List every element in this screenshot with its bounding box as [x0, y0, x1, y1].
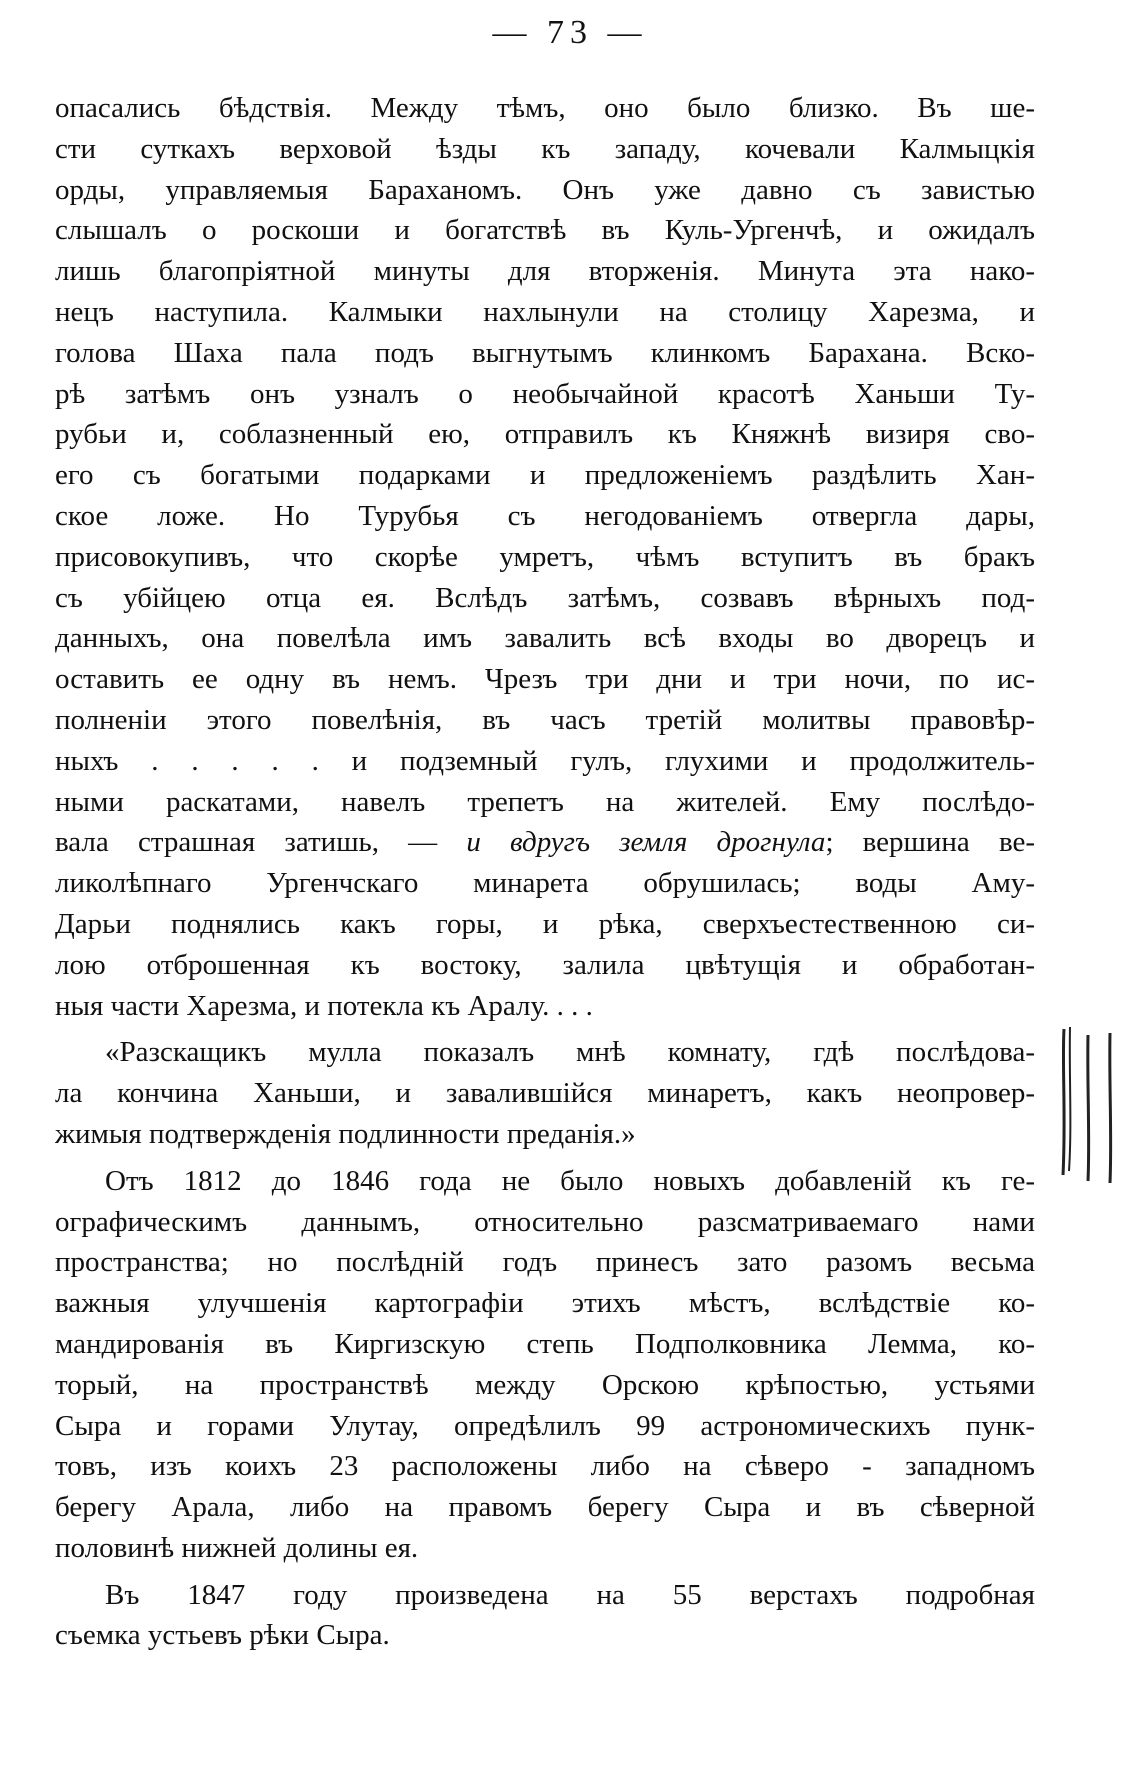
paragraph-quote [55, 1032, 1035, 1154]
text-line: слышалъ о роскоши и богатствѣ въ Куль-Ургенчѣ, и ожидалъ [55, 214, 1035, 247]
text-line: лишь благопріятной минуты для вторженія. Минута эта нако- [55, 255, 1035, 288]
text-line: Дарьи поднялись какъ горы, и рѣка, сверхъестественною си- [55, 907, 1035, 940]
text-line: данныхъ, она повелѣла имъ завалить всѣ входы во дворецъ и [55, 622, 1035, 655]
line-prefix: вала страшная затишь, — [55, 826, 467, 859]
text-line: берегу Арала, либо на правомъ берегу Сыра и въ сѣверной [55, 1491, 1035, 1524]
paragraph-legend [55, 88, 1035, 1026]
body-text [55, 88, 1035, 1656]
text-line: важныя улучшенія картографіи этихъ мѣстъ, вслѣдствіе ко- [55, 1287, 1035, 1320]
text-line: Отъ 1812 до 1846 года не было новыхъ добавленій къ ге- [105, 1164, 1035, 1197]
text-line: товъ, изъ коихъ 23 расположены либо на сѣверо - западномъ [55, 1450, 1035, 1483]
text-line: ское ложе. Но Турубья съ негодованіемъ отвергла дары, [55, 499, 1035, 532]
italic-phrase: и вдругъ земля дрогнула [466, 826, 826, 859]
page-number: — 73 — [492, 14, 648, 51]
text-line: ографическимъ даннымъ, относительно разсматриваемаго нами [55, 1205, 1035, 1238]
text-line: пространства; но послѣдній годъ принесъ зато разомъ весьма [55, 1246, 1035, 1279]
text-line: половинѣ нижней долины ея. [55, 1531, 419, 1564]
text-line: «Разскащикъ мулла показалъ мнѣ комнату, гдѣ послѣдова- [105, 1036, 1035, 1069]
text-line: съемка устьевъ рѣки Сыра. [55, 1619, 390, 1652]
text-line: ными раскатами, навелъ трепетъ на жителей. Ему послѣдо- [55, 785, 1035, 818]
text-line: лою отброшенная къ востоку, залила цвѣтущія и обработан- [55, 948, 1035, 981]
text-line: сти суткахъ верховой ѣзды къ западу, кочевали Калмыцкія [55, 132, 1035, 165]
text-line: съ убійцею отца ея. Вслѣдъ затѣмъ, созвавъ вѣрныхъ под- [55, 581, 1035, 614]
line-suffix: ; вершина ве- [825, 826, 1035, 859]
text-line: ликолѣпнаго Ургенчскаго минарета обрушилась; воды Аму- [55, 867, 1035, 900]
text-line-with-italic [55, 822, 1035, 863]
text-line: нецъ наступила. Калмыки нахлынули на столицу Харезма, и [55, 295, 1035, 328]
paragraph-1847 [55, 1575, 1035, 1657]
text-line: Въ 1847 году произведена на 55 верстахъ подробная [105, 1578, 1035, 1611]
paragraph-1812-1846 [55, 1161, 1035, 1569]
text-line: полненіи этого повелѣнія, въ часъ третій молитвы правовѣр- [55, 703, 1035, 736]
text-line: торый, на пространствѣ между Орскою крѣпостью, устьями [55, 1368, 1035, 1401]
text-line: Сыра и горами Улутау, опредѣлилъ 99 астрономическихъ пунк- [55, 1409, 1035, 1442]
text-line: орды, управляемыя Бараханомъ. Онъ уже давно съ завистью [55, 173, 1035, 206]
text-line: опасались бѣдствія. Между тѣмъ, оно было близко. Въ ше- [55, 92, 1035, 124]
text-line: мандированія въ Киргизскую степь Подполковника Лемма, ко- [55, 1327, 1035, 1360]
text-line: ныхъ . . . . . и подземный гулъ, глухими и продолжитель- [55, 744, 1035, 777]
margin-pencil-marks [1052, 1025, 1122, 1185]
text-line: оставить ее одну въ немъ. Чрезъ три дни и три ночи, по ис- [55, 663, 1035, 696]
text-line: ныя части Харезма, и потекла къ Аралу. . . . [55, 989, 593, 1022]
text-line: его съ богатыми подарками и предложеніемъ раздѣлить Хан- [55, 459, 1035, 492]
text-line: голова Шаха пала подъ выгнутымъ клинкомъ Барахана. Вско- [55, 336, 1035, 369]
text-line: присовокупивъ, что скорѣе умретъ, чѣмъ вступитъ въ бракъ [55, 540, 1035, 573]
text-line: рубьи и, соблазненный ею, отправилъ къ Княжнѣ визиря сво- [55, 418, 1035, 451]
text-line: жимыя подтвержденія подлинности преданія.» [55, 1117, 636, 1150]
text-line: ла кончина Ханьши, и завалившійся минаретъ, какъ неопровер- [55, 1077, 1035, 1110]
text-line: рѣ затѣмъ онъ узналъ о необычайной красотѣ Ханьши Ту- [55, 377, 1035, 410]
